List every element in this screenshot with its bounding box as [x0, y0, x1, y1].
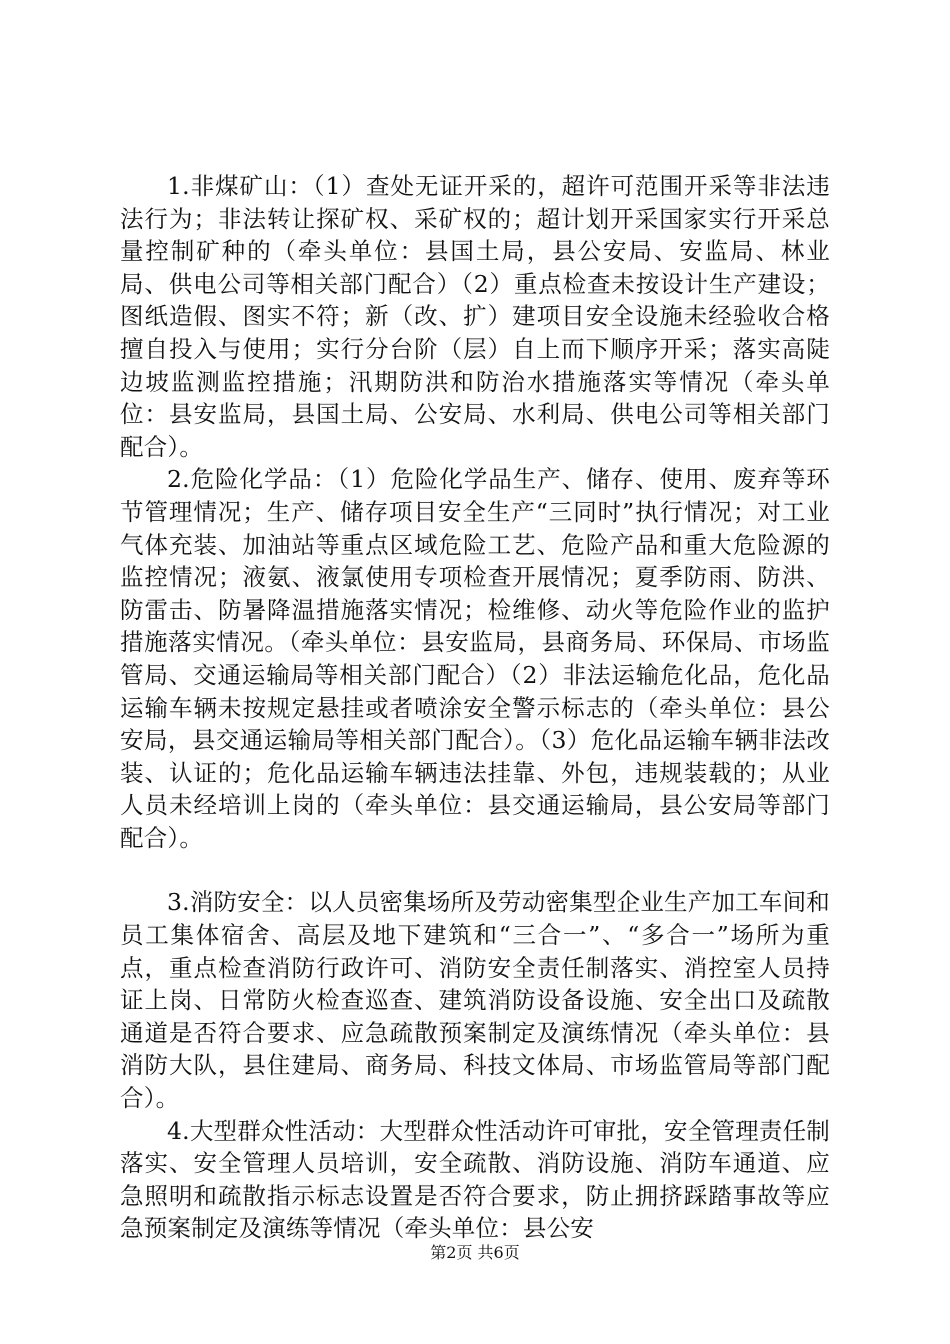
paragraph-mass-events: 4.大型群众性活动：大型群众性活动许可审批，安全管理责任制落实、安全管理人员培训，安全疏散、消防设施、消防车通道、应急照明和疏散指示标志设置是否符合要求，防止拥挤踩踏事故等应急预案制定及演练等情况（牵头单位：县公安: [120, 1116, 830, 1243]
document-body: [120, 170, 830, 1245]
page-footer: 第2页 共6页: [430, 1243, 520, 1262]
paragraph-fire-safety: 3.消防安全：以人员密集场所及劳动密集型企业生产加工车间和员工集体宿舍、高层及地下建筑和“三合一”、“多合一”场所为重点，重点检查消防行政许可、消防安全责任制落实、消控室人员持证上岗、日常防火检查巡查、建筑消防设备设施、安全出口及疏散通道是否符合要求、应急疏散预案制定及演练情况（牵头单位：县消防大队，县住建局、商务局、科技文体局、市场监管局等部门配合）。: [120, 888, 830, 1113]
paragraph-hazardous-chemicals: 2.危险化学品：（1）危险化学品生产、储存、使用、废弃等环节管理情况；生产、储存项目安全生产“三同时”执行情况；对工业气体充装、加油站等重点区域危险工艺、危险产品和重大危险源的监控情况；液氨、液氯使用专项检查开展情况；夏季防雨、防洪、防雷击、防暑降温措施落实情况；检维修、动火等危险作业的监护措施落实情况。（牵头单位：县安监局，县商务局、环保局、市场监管局、交通运输局等相关部门配合）（2）非法运输危化品，危化品运输车辆未按规定悬挂或者喷涂安全警示标志的（牵头单位：县公安局，县交通运输局等相关部门配合）。（3）危化品运输车辆非法改装、认证的；危化品运输车辆违法挂靠、外包，违规装载的；从业人员未经培训上岗的（牵头单位：县交通运输局，县公安局等部门配合）。: [120, 465, 830, 852]
paragraph-non-coal-mines: 1.非煤矿山：（1）查处无证开采的，超许可范围开采等非法违法行为；非法转让探矿权、采矿权的；超计划开采国家实行开采总量控制矿种的（牵头单位：县国土局，县公安局、安监局、林业局、供电公司等相关部门配合）（2）重点检查未按设计生产建设；图纸造假、图实不符；新（改、扩）建项目安全设施未经验收合格擅自投入与使用；实行分台阶（层）自上而下顺序开采；落实高陡边坡监测监控措施；汛期防洪和防治水措施落实等情况（牵头单位：县安监局，县国土局、公安局、水利局、供电公司等相关部门配合）。: [120, 172, 830, 461]
paragraph-gap: [120, 854, 830, 886]
